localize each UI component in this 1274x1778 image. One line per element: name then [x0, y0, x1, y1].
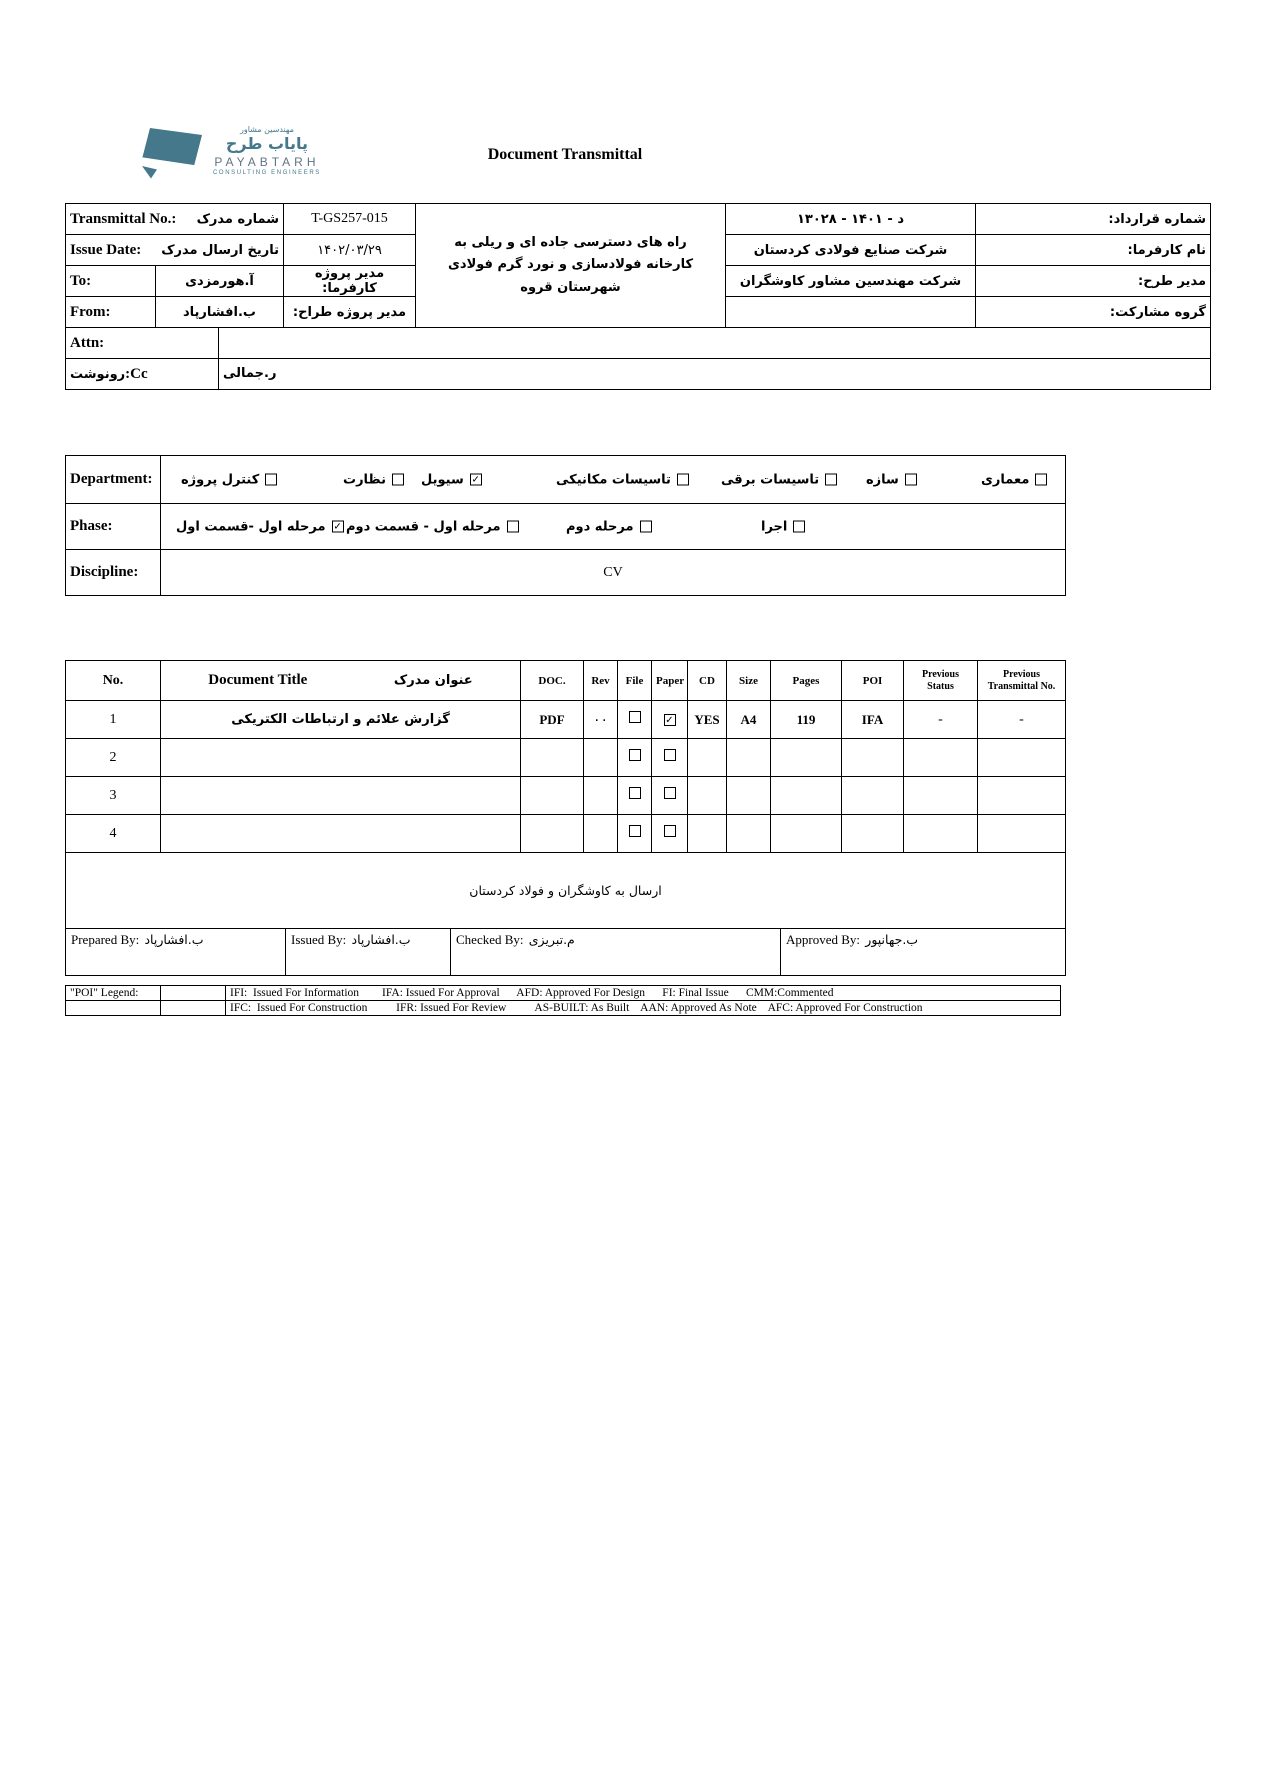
file-checkbox[interactable]	[629, 787, 641, 799]
col-header-cd: CD	[688, 661, 727, 701]
to-label: To:	[66, 266, 156, 297]
signatures-row	[66, 929, 1066, 976]
document-row-4	[66, 815, 1066, 853]
partnership-label: گروه مشارکت:	[976, 297, 1211, 328]
row-doc-type	[521, 739, 584, 777]
row-title	[161, 777, 521, 815]
designer-pm-label: مدیر پروژه طراح:	[284, 297, 416, 328]
row-doc-type	[521, 815, 584, 853]
contract-no-value: ۱۳۰۲۸ - د - ۱۴۰۱	[726, 204, 976, 235]
partnership-value	[726, 297, 976, 328]
poi-legend-line-2: IFC: Issued For Construction IFR: Issued For Review AS-BUILT: As Built AAN: Approved As Note AFC: Approved For Construction	[226, 1001, 1061, 1016]
col-header-no: No.	[66, 661, 161, 701]
poi-legend-table	[65, 985, 1061, 1016]
transmittal-header-table	[65, 203, 1211, 390]
row-poi: IFA	[842, 701, 904, 739]
contract-no-label: شماره قرارداد:	[976, 204, 1211, 235]
col-header-rev: Rev	[584, 661, 618, 701]
row-prev-status	[904, 815, 978, 853]
design-manager-label: مدیر طرح:	[976, 266, 1211, 297]
checkbox-civil[interactable]: ✓	[471, 474, 480, 486]
row-title	[161, 815, 521, 853]
row-cd: YES	[688, 701, 727, 739]
cc-label-en: Cc:	[125, 365, 148, 382]
option-label: اجرا	[761, 519, 788, 534]
issue-date-value: ۱۴۰۲/۰۳/۲۹	[284, 235, 416, 266]
row-cd	[688, 777, 727, 815]
paper-checkbox[interactable]	[664, 787, 676, 799]
checkbox-mechanical[interactable]	[677, 474, 689, 486]
row-paper-cell	[652, 739, 688, 777]
row-pages	[771, 815, 842, 853]
phase-label: Phase:	[66, 504, 161, 550]
col-header-file: File	[618, 661, 652, 701]
row-size	[727, 815, 771, 853]
row-paper-cell	[652, 777, 688, 815]
row-pages	[771, 777, 842, 815]
documents-table	[65, 660, 1066, 929]
row-no: 2	[66, 739, 161, 777]
row-file-cell	[618, 815, 652, 853]
phase-option-stage2	[566, 519, 652, 534]
attn-row	[66, 328, 1211, 359]
col-header-doc: DOC.	[521, 661, 584, 701]
option-label: نظارت	[343, 472, 386, 487]
row-file-cell	[618, 739, 652, 777]
row-prev-status: -	[904, 701, 978, 739]
row-prev-transmittal	[978, 739, 1066, 777]
department-option-electrical	[721, 472, 837, 487]
transmittal-note: ارسال به کاوشگران و فولاد کردستان	[66, 853, 1066, 929]
row-pages	[771, 739, 842, 777]
checkbox-supervision[interactable]	[392, 474, 404, 486]
page-title: Document Transmittal	[487, 146, 643, 163]
paper-checkbox[interactable]: ✓	[665, 714, 674, 726]
from-label: From:	[66, 297, 156, 328]
prepared-by-cell	[66, 929, 286, 976]
file-checkbox[interactable]	[629, 711, 641, 723]
phase-option-execution	[761, 519, 805, 534]
project-description: راه های دسترسی جاده ای و ریلی به کارخانه فولادسازی و نورد گرم فولادی شهرستان قروه	[447, 235, 694, 295]
department-option-civil	[421, 472, 482, 487]
option-label: مرحله دوم	[566, 519, 634, 534]
row-rev	[584, 739, 618, 777]
logo-fa-name: پایاب طرح	[225, 133, 309, 153]
poi-legend-line-1: IFI: Issued For Information IFA: Issued For Approval AFD: Approved For Design FI: Final Issue CMM:Commented	[226, 986, 1061, 1001]
option-label: تاسیسات مکانیکی	[556, 472, 671, 487]
row-pages: 119	[771, 701, 842, 739]
row-rev: ۰۰	[584, 701, 618, 739]
department-option-architecture	[981, 472, 1047, 487]
legend-spacer-cell	[161, 986, 226, 1001]
approved-by-cell	[781, 929, 1066, 976]
checkbox-structure[interactable]	[905, 474, 917, 486]
option-label: تاسیسات برقی	[721, 472, 820, 487]
checked-by-label: Checked By:	[456, 932, 524, 947]
issue-date-label-fa: تاریخ ارسال مدرک	[161, 242, 279, 258]
prepared-by-value: ب.افشارپاد	[144, 932, 204, 947]
cc-row	[66, 359, 1211, 390]
option-label: مرحله اول -قسمت اول	[176, 519, 326, 534]
row-prev-transmittal: -	[978, 701, 1066, 739]
to-value: آ.هورمزدی	[156, 266, 284, 297]
checkbox-electrical[interactable]	[825, 474, 837, 486]
legend-row-1	[66, 986, 1061, 1001]
paper-checkbox[interactable]	[664, 749, 676, 761]
prepared-by-label: Prepared By:	[71, 932, 140, 947]
col-header-title-en: Document Title	[208, 672, 308, 688]
checkbox-architecture[interactable]	[1035, 474, 1047, 486]
discipline-row	[66, 550, 1066, 596]
col-header-poi: POI	[842, 661, 904, 701]
document-row-1	[66, 701, 1066, 739]
row-doc-type	[521, 777, 584, 815]
cc-value: ر.جمالی	[223, 366, 277, 381]
project-description-cell	[416, 204, 726, 328]
note-row	[66, 853, 1066, 929]
documents-header-row	[66, 661, 1066, 701]
legend-empty-cell	[66, 1001, 161, 1016]
document-row-3	[66, 777, 1066, 815]
issued-by-value: ب.افشارپاد	[351, 932, 411, 947]
option-label: مرحله اول - قسمت دوم	[346, 519, 501, 534]
department-row	[66, 456, 1066, 504]
poi-legend-label: "POI" Legend:	[66, 986, 161, 1001]
cc-label-cell	[66, 359, 219, 390]
file-checkbox[interactable]	[629, 825, 641, 837]
transmittal-no-value: T-GS257-015	[284, 204, 416, 235]
row-title	[161, 739, 521, 777]
checked-by-cell	[451, 929, 781, 976]
option-label: سیویل	[421, 472, 464, 487]
client-pm-label: مدیر پروژه کارفرما:	[284, 266, 416, 297]
phase-option-stage1-part1	[176, 519, 344, 534]
signatures-table	[65, 928, 1066, 976]
phase-option-stage1-part2	[346, 519, 519, 534]
row-cd	[688, 815, 727, 853]
row-prev-status	[904, 739, 978, 777]
row-paper-cell	[652, 701, 688, 739]
logo-en-tagline: CONSULTING ENGINEERS	[213, 170, 321, 177]
attn-value	[219, 328, 1211, 359]
file-checkbox[interactable]	[629, 749, 641, 761]
row-poi	[842, 777, 904, 815]
transmittal-no-label-fa: شماره مدرک	[196, 211, 279, 227]
col-header-size: Size	[727, 661, 771, 701]
design-manager-value: شرکت مهندسین مشاور کاوشگران	[726, 266, 976, 297]
option-label: معماری	[981, 472, 1030, 487]
row-poi	[842, 815, 904, 853]
phase-row	[66, 504, 1066, 550]
option-label: کنترل پروژه	[181, 472, 260, 487]
row-doc-type: PDF	[521, 701, 584, 739]
col-header-prev-transmittal: Previous Transmittal No.	[978, 661, 1066, 701]
row-size: A4	[727, 701, 771, 739]
row-prev-status	[904, 777, 978, 815]
row-prev-transmittal	[978, 815, 1066, 853]
row-size	[727, 777, 771, 815]
classification-table	[65, 455, 1066, 596]
col-header-prev-status: Previous Status	[904, 661, 978, 701]
row-no: 4	[66, 815, 161, 853]
discipline-label: Discipline:	[66, 550, 161, 596]
transmittal-no-label-cell	[66, 204, 284, 235]
row-no: 3	[66, 777, 161, 815]
checkbox-stage1-part2[interactable]	[507, 521, 519, 533]
department-option-supervision	[343, 472, 404, 487]
row-poi	[842, 739, 904, 777]
row-file-cell	[618, 777, 652, 815]
discipline-value: CV	[161, 550, 1066, 596]
col-header-pages: Pages	[771, 661, 842, 701]
row-cd	[688, 739, 727, 777]
row-rev	[584, 815, 618, 853]
transmittal-no-row	[66, 204, 1211, 235]
col-header-title-fa: عنوان مدرک	[393, 673, 473, 688]
cc-value-cell	[219, 359, 1211, 390]
legend-row-2	[66, 1001, 1061, 1016]
col-header-paper: Paper	[652, 661, 688, 701]
row-rev	[584, 777, 618, 815]
row-size	[727, 739, 771, 777]
checkbox-stage2[interactable]	[640, 521, 652, 533]
row-file-cell	[618, 701, 652, 739]
checkbox-project-control[interactable]	[265, 474, 277, 486]
approved-by-value: ب.جهانپور	[865, 932, 919, 947]
logo-fa-tagline: مهندسین مشاور	[239, 125, 294, 134]
logo-en-name: PAYABTARH	[214, 155, 320, 170]
issued-by-cell	[286, 929, 451, 976]
document-row-2	[66, 739, 1066, 777]
row-title: گزارش علائم و ارتباطات الکتریکی	[161, 701, 521, 739]
paper-checkbox[interactable]	[664, 825, 676, 837]
approved-by-label: Approved By:	[786, 932, 861, 947]
department-option-project-control	[181, 472, 277, 487]
phase-options	[161, 504, 1066, 550]
department-option-structure	[866, 472, 917, 487]
issue-date-label-en: Issue Date:	[70, 241, 142, 258]
attn-label: Attn:	[66, 328, 219, 359]
legend-spacer-cell	[161, 1001, 226, 1016]
department-options	[161, 456, 1066, 504]
from-value: ب.افشارپاد	[156, 297, 284, 328]
checkbox-stage1-part1[interactable]: ✓	[333, 521, 342, 533]
client-name-value: شرکت صنایع فولادی کردستان	[726, 235, 976, 266]
department-label: Department:	[66, 456, 161, 504]
issued-by-label: Issued By:	[291, 932, 347, 947]
issue-date-label-cell	[66, 235, 284, 266]
row-paper-cell	[652, 815, 688, 853]
col-header-title	[161, 661, 521, 701]
department-option-mechanical	[556, 472, 689, 487]
row-prev-transmittal	[978, 777, 1066, 815]
option-label: سازه	[866, 472, 899, 487]
checkbox-execution[interactable]	[793, 521, 805, 533]
transmittal-no-label-en: Transmittal No.:	[70, 210, 177, 227]
row-no: 1	[66, 701, 161, 739]
checked-by-value: م.تبریزی	[528, 932, 575, 947]
client-name-label: نام کارفرما:	[976, 235, 1211, 266]
cc-label-fa: رونوشت	[70, 366, 126, 382]
